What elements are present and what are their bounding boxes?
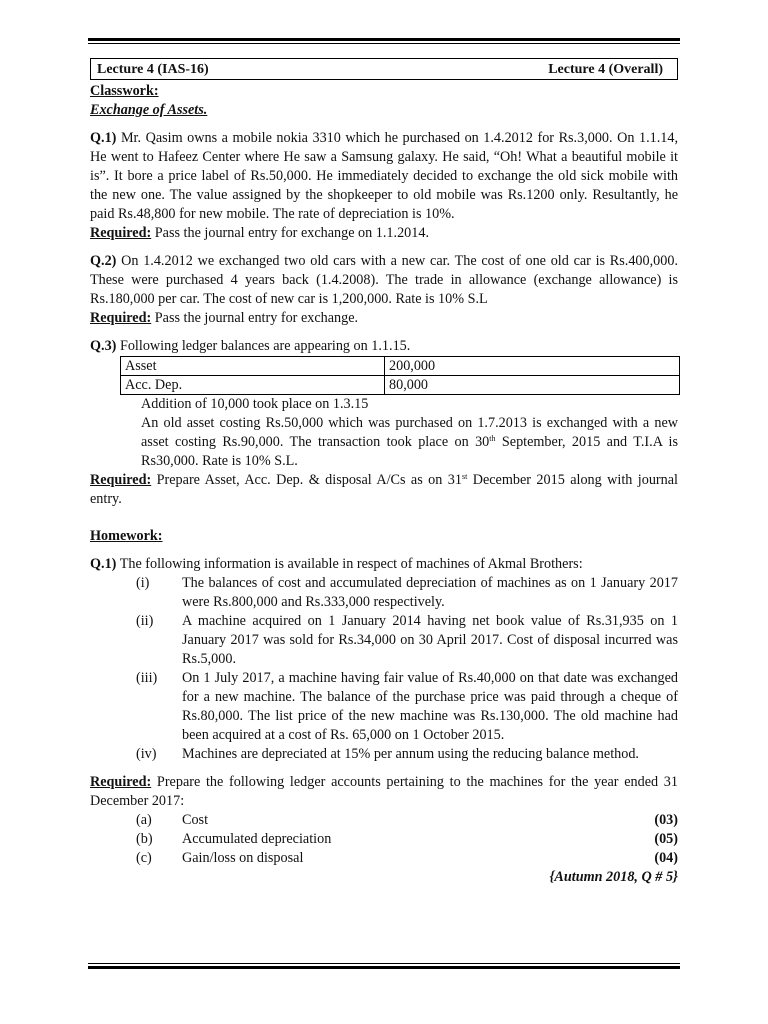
homework-title: Homework:: [90, 528, 163, 544]
classwork-title: Classwork:: [90, 83, 159, 99]
cw-q3-required: Required: Prepare Asset, Acc. Dep. & disposal A/Cs as on 31st December 2015 along with journal entry.: [90, 472, 678, 507]
list-item: (a) Cost (03): [136, 812, 678, 828]
table-row: [121, 376, 680, 395]
lecture-header: [90, 58, 678, 80]
list-item: (b) Accumulated depreciation (05): [136, 831, 678, 847]
cw-q3-text: Q.3) Following ledger balances are appearing on 1.1.15.: [90, 338, 411, 354]
classwork-subtitle: Exchange of Assets.: [90, 102, 208, 118]
table-cell: Acc. Dep.: [121, 376, 385, 395]
document-page: [90, 58, 678, 887]
top-rule-thick: [88, 38, 680, 41]
header-right: Lecture 4 (Overall): [548, 61, 663, 77]
cw-q1-required: Required: Pass the journal entry for exchange on 1.1.2014.: [90, 225, 429, 241]
bottom-rule-thin: [88, 963, 680, 964]
table-cell: Asset: [121, 357, 385, 376]
table-cell: 200,000: [385, 357, 680, 376]
list-item: (c) Gain/loss on disposal (04): [136, 850, 678, 866]
list-item: (iv) Machines are depreciated at 15% per annum using the reducing balance method.: [136, 746, 639, 762]
list-item: (ii) A machine acquired on 1 January 2014 having net book value of Rs.31,935 on 1 January 2017 was sold for Rs.34,000 on 30 April 2017. Cost of disposal incurred was Rs.5,000.: [136, 613, 678, 667]
hw-q1-required: Required: Prepare the following ledger accounts pertaining to the machines for the year ended 31 December 2017:: [90, 774, 678, 809]
ledger-balances-table: [120, 356, 680, 395]
top-rule-thin: [88, 43, 680, 44]
header-left: Lecture 4 (IAS-16): [97, 61, 209, 77]
cw-q3-paragraph: An old asset costing Rs.50,000 which was purchased on 1.7.2013 is exchanged with a new asset costing Rs.90,000. The transaction took place on 30th September, 2015 and T.I.A is Rs30,000. Rate is 10% S.L.: [141, 415, 679, 469]
question-source: {Autumn 2018, Q # 5}: [549, 869, 678, 885]
cw-q2-text: Q.2) On 1.4.2012 we exchanged two old cars with a new car. The cost of one old car is Rs.400,000. These were purchased 4 years back (1.4.2008). The trade in allowance (exchange allowance) is Rs.180,000 per car. The cost of new car is 1,200,000. Rate is 10% S.L: [90, 253, 678, 307]
cw-q2-required: Required: Pass the journal entry for exchange.: [90, 310, 359, 326]
hw-q1-text: Q.1) The following information is available in respect of machines of Akmal Brothers:: [90, 556, 583, 572]
bottom-rule-thick: [88, 966, 680, 969]
table-row: [121, 357, 680, 376]
list-item: (i) The balances of cost and accumulated depreciation of machines as on 1 January 2017 were Rs.800,000 and Rs.333,000 respectively.: [136, 575, 678, 610]
list-item: (iii) On 1 July 2017, a machine having fair value of Rs.40,000 on that date was exchanged for a new machine. The balance of the purchase price was paid through a cheque of Rs.80,000. The list price of the new machine was Rs.130,000. The old machine had been acquired at a cost of Rs. 65,000 on 1 October 2015.: [136, 670, 678, 743]
table-cell: 80,000: [385, 376, 680, 395]
cw-q3-addition: Addition of 10,000 took place on 1.3.15: [141, 396, 369, 412]
cw-q1-text: Q.1) Mr. Qasim owns a mobile nokia 3310 which he purchased on 1.4.2012 for Rs.3,000. On 1.1.14, He went to Hafeez Center where He saw a Samsung galaxy. He said, “Oh! What a beautiful mobile it is”. It bore a price label of Rs.50,000. He immediately decided to exchange the old sick mobile with the new one. The value assigned by the shopkeeper to old mobile was Rs.1200 only. Resultantly, he paid Rs.48,800 for new mobile. The rate of depreciation is 10%.: [90, 130, 678, 222]
